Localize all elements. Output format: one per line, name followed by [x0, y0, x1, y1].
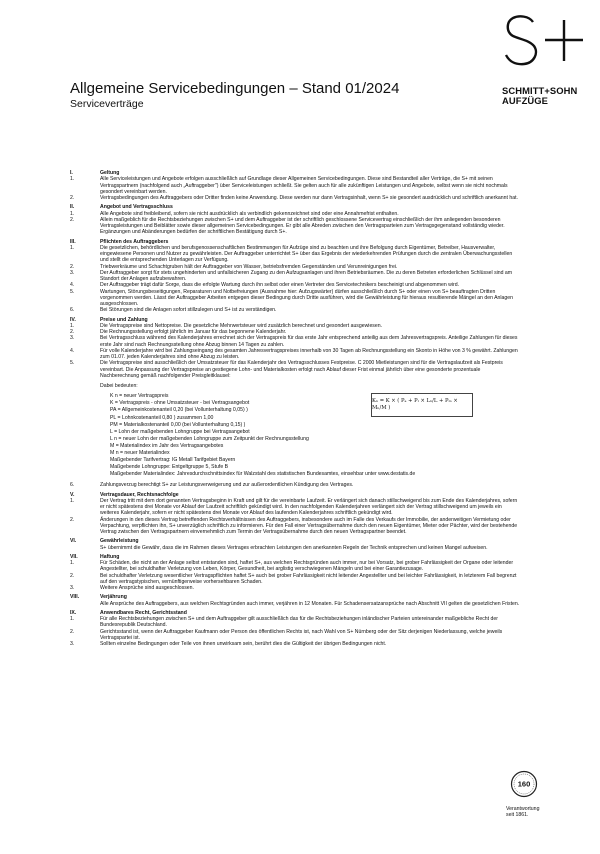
section-number: VI. — [70, 538, 77, 545]
clause — [70, 176, 520, 195]
section — [70, 204, 520, 235]
clause-text: Alle Ansprüche des Auftraggebers, aus welchen Rechtsgründen auch immer, verjähren in 12 Monaten. Für Schadensersatzansprüche nach Abschnitt VII gelten die gesetzlichen Fristen. — [100, 600, 520, 607]
section-number: III. — [70, 238, 76, 245]
clause-text: Änderungen in den dieses Vertrag betreffenden Rechtsverhältnissen des Auftraggebers, insbesondere auch im Falle des Verkaufs der Immobilie, der anderweitigen Vermietung oder Verpachtung, verpflichten ihn, S+ unverzüglich schriftlich zu informieren. Für den Fall einer Vertragsübernahme durch den neuen Eigentümer, Mieter oder Pächter, wird der bestehende Vertrag zwischen den Vertragspartnern einvernehmlich zum Termin der Vertragsübernahme durch den neuen Vertragspartner beendet. — [100, 516, 518, 536]
section-title: Geltung — [100, 170, 120, 176]
clause-number: 1. — [70, 497, 75, 504]
clause-number: 1. — [70, 210, 75, 217]
seal-line-2: seit 1861. — [506, 812, 529, 819]
clause-text: Triebwerkräume und Schachtgruben hält der Auftraggeber von Wasser, betriebsfremden Gegenständen und Verunreinigungen frei. — [100, 263, 398, 270]
anniversary-seal-icon — [510, 770, 538, 798]
clause — [70, 289, 520, 308]
definition-line: PM = Materialkostenanteil 0,00 (bei Vollunterhaltung 0,15) ) — [110, 421, 246, 428]
clause-text: Der Auftraggeber trägt dafür Sorge, dass die erfolgte Wartung durch ihn selbst oder einen Vertreter des Servicetechnikers bescheinigt und abgenommen wird. — [100, 282, 459, 289]
clause-text: Für alle Rechtsbeziehungen zwischen S+ und dem Auftraggeber gilt ausschließlich das für die Rechtsbeziehungen inländischer Parteien untereinander maßgebliche Recht der Bundesrepublik Deutschland. — [100, 616, 498, 629]
seal-number: 160 — [517, 779, 531, 789]
clause-text: Die Vertragspreise sind Nettopreise. Die gesetzliche Mehrwertsteuer wird zusätzlich berechnet und gesondert ausgewiesen. — [100, 322, 383, 329]
definitions-list — [70, 393, 520, 478]
clause — [70, 641, 520, 647]
clause — [70, 217, 520, 236]
clause — [70, 245, 520, 264]
clause — [70, 585, 520, 591]
clause-number: 2. — [70, 572, 75, 579]
section-number: VII. — [70, 553, 78, 560]
clause-number: 5. — [70, 288, 75, 295]
clause-number: 1. — [70, 322, 75, 329]
clause-text: Der Vertrag tritt mit dem dort genannten Vertragsbeginn in Kraft und gilt für die vereinbarte Laufzeit. Er verlängert sich danach stillschweigend bis zum Ende des Kalenderjahres, sofern er nicht spätestens drei Monate vor Ablauf der Laufzeit schriftlich gekündigt wird. In den nachfolgenden Kalenderjahren verlängert sich der Vertrag stillschweigend um jeweils ein weiteres Kalenderjahr, sofern er nicht spätestens drei Monate vor Ablauf des laufenden Kalenderjahres schriftlich gekündigt wird. — [100, 497, 518, 517]
section-title: Haftung — [100, 553, 120, 560]
clause — [70, 348, 520, 361]
definition-line: PL = Lohnkostenanteil 0,80 ) zusammen 1,00 — [110, 414, 214, 421]
clause-number: 2. — [70, 628, 75, 635]
section — [70, 170, 520, 201]
clause-number: 1. — [70, 176, 75, 183]
clause-text: Sollten einzelne Bedingungen oder Teile von ihnen unwirksam sein, berührt dies die Gültigkeit der übrigen Bedingungen nicht. — [100, 641, 387, 648]
clause — [70, 498, 520, 517]
section-title: Preise und Zahlung — [100, 316, 148, 323]
clause-number: 1. — [70, 560, 75, 567]
clause-number: 6. — [70, 307, 75, 314]
section-title: Gewährleistung — [100, 538, 139, 545]
clause-number: 3. — [70, 335, 75, 342]
section-title: Anwendbares Recht, Gerichtsstand — [100, 609, 187, 616]
clause-number: 1. — [70, 244, 75, 251]
clause-number: 2. — [70, 195, 75, 201]
definition-line: K n = neuer Vertragspreis — [110, 393, 169, 400]
clause-number: 3. — [70, 585, 75, 592]
payment-item-6 — [70, 482, 520, 488]
definition-line: M n = neuer Materialindex — [110, 450, 170, 456]
clause-text: Die gesetzlichen, behördlichen und berufsgenossenschaftlichen Bestimmungen für Aufzüge sind zu beachten und ihre Befolgung durch Eigentümer, Betreiber, Hausverwalter, eingewiesene Personen und Nutzer zu gewährleisten. Der Auftraggeber unterrichtet S+ über das Ergebnis der wiederkehrenden Prüfungen durch die zentralen Überwachungsstellen und stellt die entsprechenden Unterlagen zur Verfügung. — [100, 244, 513, 264]
clause — [70, 270, 520, 283]
sections-part-2 — [70, 492, 520, 648]
clause-number — [70, 601, 100, 607]
sections-part-1 — [70, 170, 520, 379]
clause-number: 2. — [70, 216, 75, 223]
section-title: Pflichten des Auftraggebers — [100, 238, 169, 245]
clause-number: 2. — [70, 329, 75, 335]
section-number: IV. — [70, 316, 76, 323]
brand-line-2: AUFZÜGE — [502, 95, 549, 106]
section — [70, 554, 520, 592]
clause-text: Bei Störungen sind die Anlagen sofort stillzulegen und S+ ist zu verständigen. — [100, 307, 277, 314]
section-number: V. — [70, 491, 75, 498]
clause-text: Weitere Ansprüche sind ausgeschlossen. — [100, 585, 194, 592]
section — [70, 594, 520, 607]
section — [70, 610, 520, 648]
clause-text: Vertragsbedingungen des Auftraggebers oder Dritter finden keine Anwendung. Diese werden nur dann Vertragsinhalt, wenn S+ sie gesondert ausdrücklich und schriftlich anerkannt hat. — [100, 195, 518, 201]
clause — [70, 601, 520, 607]
brand-name — [502, 86, 577, 106]
terms-content — [70, 170, 520, 650]
clause-text: Der Auftraggeber sorgt für stets ungehinderten und unfallsicheren Zugang zu den Aufzugsanlagen und ihren Betriebsräumen. Die zu deren Betreten erforderlichen Schlüssel sind am Standort der Anlagen aufzubewahren. — [100, 269, 513, 282]
schmitt-sohn-logo-icon — [503, 14, 583, 66]
clause-text: Wartungen, Störungsbeseitigungen, Reparaturen und Notbefreiungen (Ausnahme hier: Aufzugswärter) dürfen ausschließlich durch S+ oder einen von S+ beauftragten Dritten vorgenommen werden. Lässt der Auftraggeber Arbeiten entgegen dieser Bedingung durch Dritte ausführen, wird die Gewährleistung für hieraus resultierende Mängel an den Anlagen ausgeschlossen. — [100, 288, 513, 307]
section-number: II. — [70, 204, 75, 211]
section — [70, 239, 520, 314]
definition-line: Maßgebender Materialindex: Jahresdurchschnittsindex für Walzstahl des statistischen Bundesamtes, einsehbar unter www.destatis.de — [110, 471, 416, 478]
clause — [70, 360, 520, 379]
clause — [70, 545, 520, 551]
seal-caption — [506, 806, 539, 819]
clause — [70, 195, 520, 201]
clause-text: Für Schäden, die nicht an der Anlage selbst entstanden sind, haftet S+, aus welchen Rechtsgründen auch immer, nur bei Vorsatz, bei grober Fahrlässigkeit der Organe oder leitender Angestellter, bei schuldhafter Verletzung von Leben, Körper, Gesundheit, bei arglistig verschwiegenen Mängeln und bei einer Garantiezusage. — [100, 560, 514, 573]
clause-number: 2. — [70, 516, 75, 523]
clause — [70, 629, 520, 642]
definition-line: PA = Allgemeinkostenanteil 0,20 (bei Vollunterhaltung 0,05) ) — [110, 407, 248, 414]
definition-line: L n = neuer Lohn der maßgebenden Lohngruppe zum Zeitpunkt der Rechnungsstellung — [110, 435, 309, 442]
section — [70, 317, 520, 380]
document-title: Allgemeine Servicebedingungen – Stand 01/2024 — [70, 80, 400, 97]
clause-number: 1. — [70, 616, 75, 623]
section-title: Vertragsdauer, Rechtsnachfolge — [100, 491, 179, 498]
clause-number: 2. — [70, 263, 75, 270]
clause — [70, 560, 520, 573]
clause-text: Gerichtsstand ist, wenn der Auftraggeber Kaufmann oder Person des öffentlichen Rechts ist, nach Wahl von S+ Nürnberg oder der Sitz derjenigen Niederlassung, welche jeweils Vertragspartei ist. — [100, 628, 503, 641]
section-title: Angebot und Vertragsschluss — [100, 204, 173, 211]
clause — [70, 307, 520, 313]
brand-line-1: SCHMITT+SOHN — [502, 85, 578, 96]
definitions-intro: Dabei bedeuten: — [100, 383, 138, 389]
definition-line: Maßgebende Lohngruppe: Entgeltgruppe 5, Stufe B — [110, 464, 229, 471]
clause-text: Für volle Kalenderjahre wird bei Zahlungseingang des gesamten Jahresvertragspreises innerhalb von 30 Tagen ab Rechnungsstellung ein Skonto in Höhe von 3 % gewährt. Zahlungen zum 01.07. jeden Kalenderjahres sind ohne Abzug zu leisten. — [100, 347, 518, 360]
price-formula: Kₙ = K × ( Pₐ + Pₗ × Lₙ/L + Pₘ × Mₙ/M ) — [371, 393, 473, 417]
clause-text: Bei Vertragsschluss während des Kalenderjahres errechnet sich der Vertragspreis für das erste Jahr entsprechend anteilig aus dem Jahresvertragspreis. Anteilige Zahlungen für dieses erste Jahr sind nach Rechnungsstellung ohne Abzug binnen 14 Tagen zu zahlen. — [100, 335, 518, 348]
item-number: 6. — [70, 482, 75, 489]
clause-number: 4. — [70, 282, 75, 289]
clause-text: Allein maßgeblich für die Rechtsbeziehungen zwischen S+ und dem Auftraggeber ist der schriftlich geschlossene Servicevertrag einschließlich der ihm anliegenden besonderen Vertragsleistungen und Beiblätter sowie dieser allgemeinen Servicebedingungen. Er gibt alle Abreden zwischen den Vertragsparteien zum Vertragsgegenstand vollständig wieder. Ergänzungen und Abänderungen bedürfen der schriftlichen Bestätigung durch S+. — [100, 216, 505, 236]
seal-line-1: Verantwortung — [506, 806, 540, 812]
section — [70, 492, 520, 536]
section-number: I. — [70, 170, 73, 176]
clause-text: Bei schuldhafter Verletzung wesentlicher Vertragspflichten haftet S+ auch bei grober Fahrlässigkeit nicht leitender Angestellter und bei leichter Fahrlässigkeit, in letzterem Fall begrenzt auf den vertragstypischen, vernünftigerweise vorhersehbaren Schaden. — [100, 572, 517, 585]
clause — [70, 616, 520, 629]
section-number: IX. — [70, 609, 77, 616]
clause-number: 4. — [70, 347, 75, 354]
clause — [70, 335, 520, 348]
definition-line: L = Lohn der maßgebenden Lohngruppe bei Vertragsangebot — [110, 428, 250, 435]
clause — [70, 573, 520, 586]
section-title: Verjährung — [100, 594, 127, 601]
clause-number — [70, 545, 100, 551]
clause-number: 5. — [70, 360, 75, 367]
document-subtitle: Serviceverträge — [70, 98, 144, 110]
clause-text: Die Vertragspreise sind ausschließlich der Umsatzsteuer für das Kalenderjahr des Vertragsschlusses Festpreise. C 2000 Mietleistungen sind für die Vertragslaufzeit als Festpreis vereinbart. Die Anpassung der Vertragspreise an gestiegene Lohn- und Materialkosten erfolgt nach Ablauf dieser Frist einmal jährlich über eine gesonderte prozentuale Nachberechnung gemäß nachfolgender Preisgleitklausel: — [100, 360, 503, 379]
clause — [70, 517, 520, 536]
item-text: Zahlungsverzug berechtigt S+ zur Leistungsverweigerung und zur außerordentlichen Kündigung des Vertrages. — [100, 482, 354, 489]
clause-text: Alle Serviceleistungen und Angebote erfolgen ausschließlich auf Grundlage dieser Allgemeinen Servicebedingungen. Diese sind Bestandteil aller Verträge, die S+ mit seinen Vertragspartnern (nachfolgend auch „Auftraggeber") über Serviceleistungen schließt. Sie gelten auch für alle zukünftigen Leistungen und Angebote, selbst wenn sie nicht nochmals gesondert vereinbart werden. — [100, 176, 508, 195]
clause-number: 3. — [70, 641, 75, 648]
definition-line: Maßgebender Tarifvertrag: IG Metall Tarifgebiet Bayern — [110, 457, 236, 464]
clause-text: S+ übernimmt die Gewähr, dass die im Rahmen dieses Vertrages erbrachten Leistungen den anerkannten Regeln der Technik entsprechen und keinen Mangel aufweisen. — [100, 544, 488, 551]
section-number: VIII. — [70, 594, 80, 601]
definition-line: M = Materialindex im Jahr des Vertragsangebotes — [110, 442, 224, 449]
clause-text: Alle Angebote sind freibleibend, sofern sie nicht ausdrücklich als verbindlich gekennzeichnet sind oder eine Annahmefrist enthalten. — [100, 210, 399, 217]
definition-line: K = Vertragspreis - ohne Umsatzsteuer - bei Vertragsangebot — [110, 400, 250, 407]
section — [70, 538, 520, 551]
clause-number: 3. — [70, 269, 75, 276]
clause-text: Die Rechnungsstellung erfolgt jährlich im Januar für das begonnene Kalenderjahr. — [100, 329, 287, 335]
